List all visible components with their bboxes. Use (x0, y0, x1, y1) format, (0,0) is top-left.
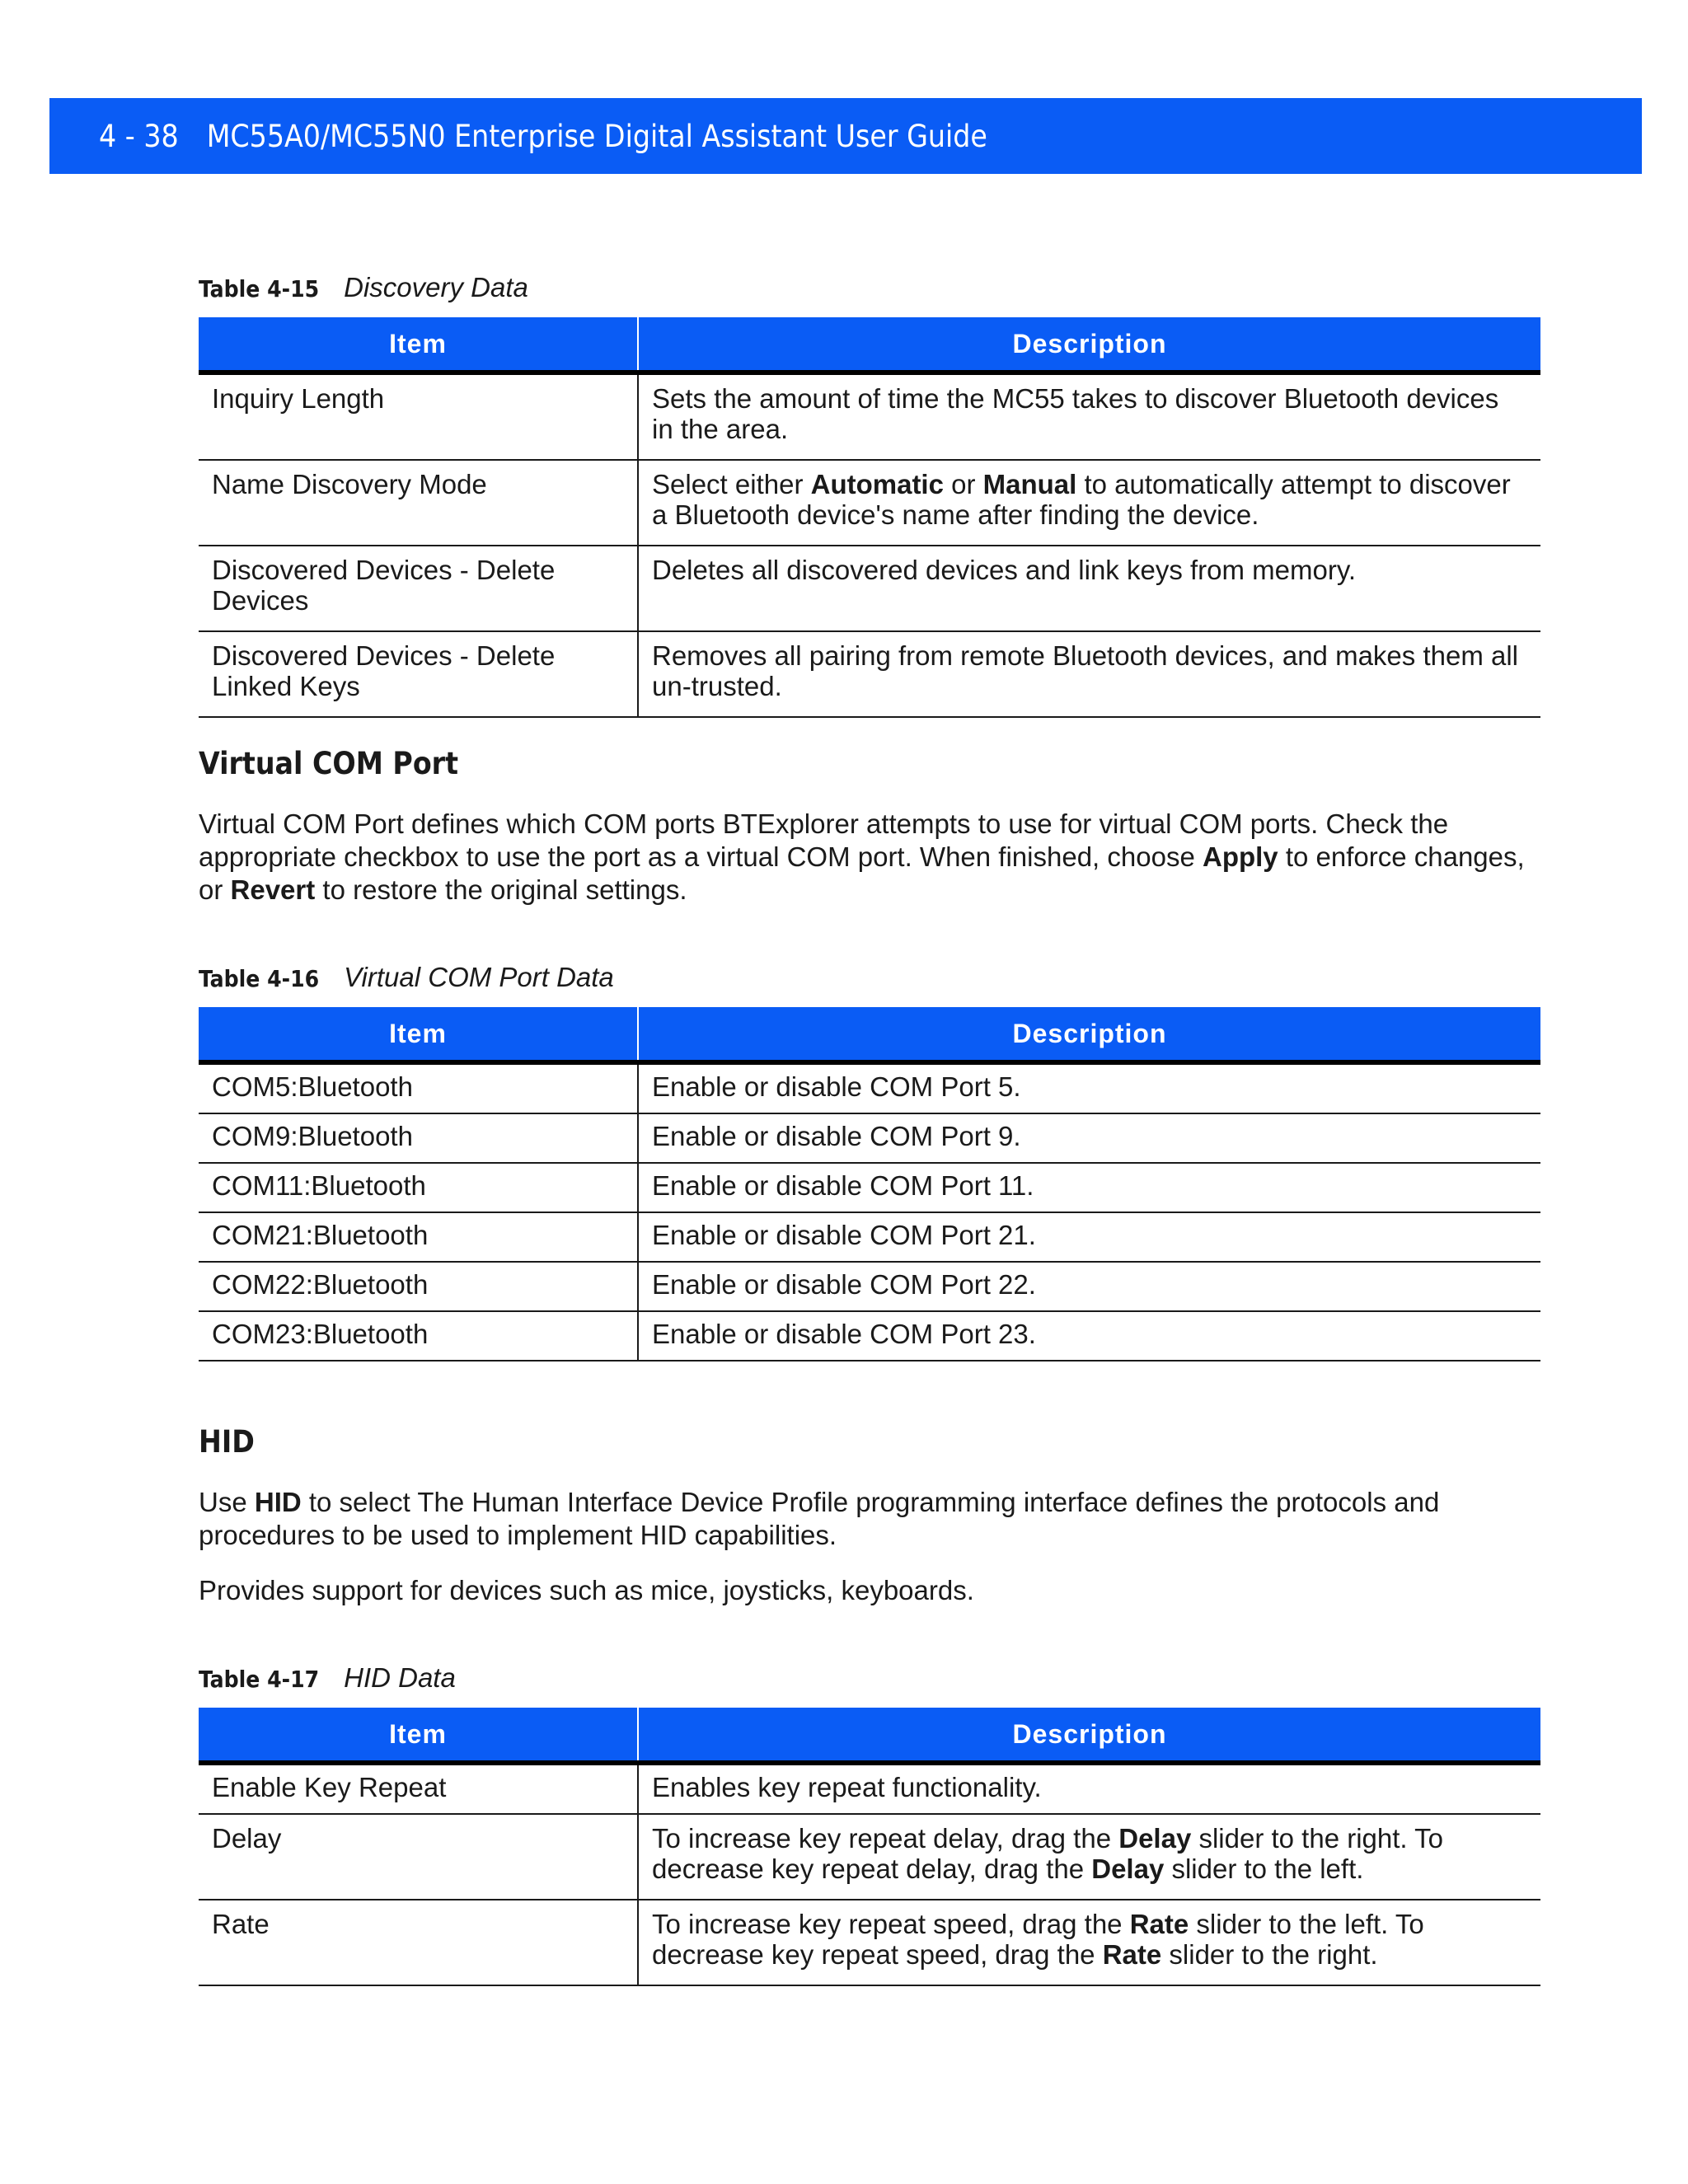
table-15-caption (199, 272, 528, 303)
table-row (199, 1212, 1540, 1262)
table-cell-description (638, 1814, 1540, 1900)
bold-term-revert: Revert (230, 874, 316, 905)
text-run: Virtual COM Port defines which COM ports BTExplorer attempts to use for virtual COM ports. Check the appropriate checkbox to use the port as a virtual COM port. When finished, choose (199, 808, 1449, 872)
table-cell-description: Sets the amount of time the MC55 takes to discover Bluetooth devices in the area. (638, 373, 1540, 460)
table-cell-description: Enable or disable COM Port 5. (638, 1062, 1540, 1113)
table-cell-item: COM21:Bluetooth (199, 1212, 638, 1262)
table-cell-item: Discovered Devices - Delete Linked Keys (199, 631, 638, 717)
table-cell-item: Discovered Devices - Delete Devices (199, 546, 638, 631)
table-cell-description: Deletes all discovered devices and link keys from memory. (638, 546, 1540, 631)
column-header-description: Description (638, 1007, 1540, 1062)
text-run: slider to the left. (1164, 1854, 1364, 1884)
virtual-com-port-data-table (199, 1007, 1540, 1361)
table-cell-description: Enable or disable COM Port 23. (638, 1311, 1540, 1361)
text-run: to select The Human Interface Device Profile programming interface defines the protocols and procedures to be used to implement HID capabilities. (199, 1487, 1440, 1550)
table-15-title: Discovery Data (344, 272, 528, 302)
column-header-item: Item (199, 1708, 638, 1763)
table-cell-item: Rate (199, 1900, 638, 1985)
table-16-title: Virtual COM Port Data (344, 962, 614, 992)
text-run: Select either (652, 469, 811, 499)
hid-paragraph-2: Provides support for devices such as mice, joysticks, keyboards. (199, 1575, 974, 1605)
table-16-number: Table 4-16 (199, 965, 320, 992)
hid-paragraph-1 (199, 1486, 1550, 1552)
table-cell-description: Enable or disable COM Port 11. (638, 1163, 1540, 1212)
table-row (199, 460, 1540, 546)
virtual-com-paragraph (199, 808, 1550, 907)
text-run: slider to the right. (1161, 1939, 1378, 1970)
table-15-number: Table 4-15 (199, 275, 320, 302)
bold-term-apply: Apply (1202, 841, 1278, 872)
bold-term-automatic: Automatic (810, 469, 944, 499)
table-cell-description (638, 1900, 1540, 1985)
text-run: To increase key repeat delay, drag the (652, 1823, 1119, 1854)
table-cell-description: Removes all pairing from remote Bluetooth devices, and makes them all un-trusted. (638, 631, 1540, 717)
table-row (199, 1311, 1540, 1361)
bold-term-delay: Delay (1091, 1854, 1165, 1884)
table-row (199, 373, 1540, 460)
table-17-number: Table 4-17 (199, 1666, 320, 1693)
table-17-title: HID Data (344, 1662, 456, 1693)
table-row (199, 1113, 1540, 1163)
text-run: To increase key repeat speed, drag the (652, 1909, 1130, 1939)
text-run: to automatically attempt to discover a Bluetooth device's name after finding the device. (652, 469, 1511, 530)
table-row (199, 1763, 1540, 1814)
guide-title: MC55A0/MC55N0 Enterprise Digital Assistant User Guide (206, 118, 987, 154)
table-cell-item: Enable Key Repeat (199, 1763, 638, 1814)
table-cell-item: COM9:Bluetooth (199, 1113, 638, 1163)
text-run: slider to the right. To decrease key repeat delay, drag the (652, 1823, 1444, 1884)
table-row (199, 1900, 1540, 1985)
table-row (199, 1262, 1540, 1311)
hid-data-table (199, 1708, 1540, 1986)
text-run: or (943, 469, 983, 499)
text-run: to enforce changes, or (199, 841, 1525, 905)
bold-term-rate: Rate (1129, 1909, 1189, 1939)
page-number: 4 - 38 (99, 118, 179, 154)
table-cell-description: Enable or disable COM Port 9. (638, 1113, 1540, 1163)
section-heading-hid: HID (199, 1424, 255, 1460)
column-header-item: Item (199, 317, 638, 373)
table-cell-description: Enable or disable COM Port 22. (638, 1262, 1540, 1311)
table-cell-description (638, 460, 1540, 546)
table-16-caption (199, 962, 614, 993)
discovery-data-table (199, 317, 1540, 718)
table-row (199, 546, 1540, 631)
table-17-caption (199, 1662, 456, 1694)
column-header-description: Description (638, 317, 1540, 373)
table-cell-item: COM22:Bluetooth (199, 1262, 638, 1311)
table-cell-item: COM5:Bluetooth (199, 1062, 638, 1113)
bold-term-hid: HID (254, 1487, 302, 1517)
page-header (49, 98, 1642, 174)
column-header-description: Description (638, 1708, 1540, 1763)
table-cell-item: Inquiry Length (199, 373, 638, 460)
table-row (199, 1163, 1540, 1212)
table-cell-item: COM11:Bluetooth (199, 1163, 638, 1212)
bold-term-delay: Delay (1118, 1823, 1192, 1854)
table-cell-item: COM23:Bluetooth (199, 1311, 638, 1361)
column-header-item: Item (199, 1007, 638, 1062)
table-row (199, 631, 1540, 717)
table-cell-description: Enables key repeat functionality. (638, 1763, 1540, 1814)
table-cell-item: Delay (199, 1814, 638, 1900)
section-heading-virtual-com-port: Virtual COM Port (199, 746, 459, 781)
table-row (199, 1814, 1540, 1900)
text-run: slider to the left. To decrease key repeat speed, drag the (652, 1909, 1424, 1970)
text-run: Use (199, 1487, 255, 1517)
bold-term-rate: Rate (1102, 1939, 1162, 1970)
table-cell-item: Name Discovery Mode (199, 460, 638, 546)
text-run: to restore the original settings. (315, 874, 687, 905)
table-cell-description: Enable or disable COM Port 21. (638, 1212, 1540, 1262)
table-row (199, 1062, 1540, 1113)
bold-term-manual: Manual (982, 469, 1077, 499)
